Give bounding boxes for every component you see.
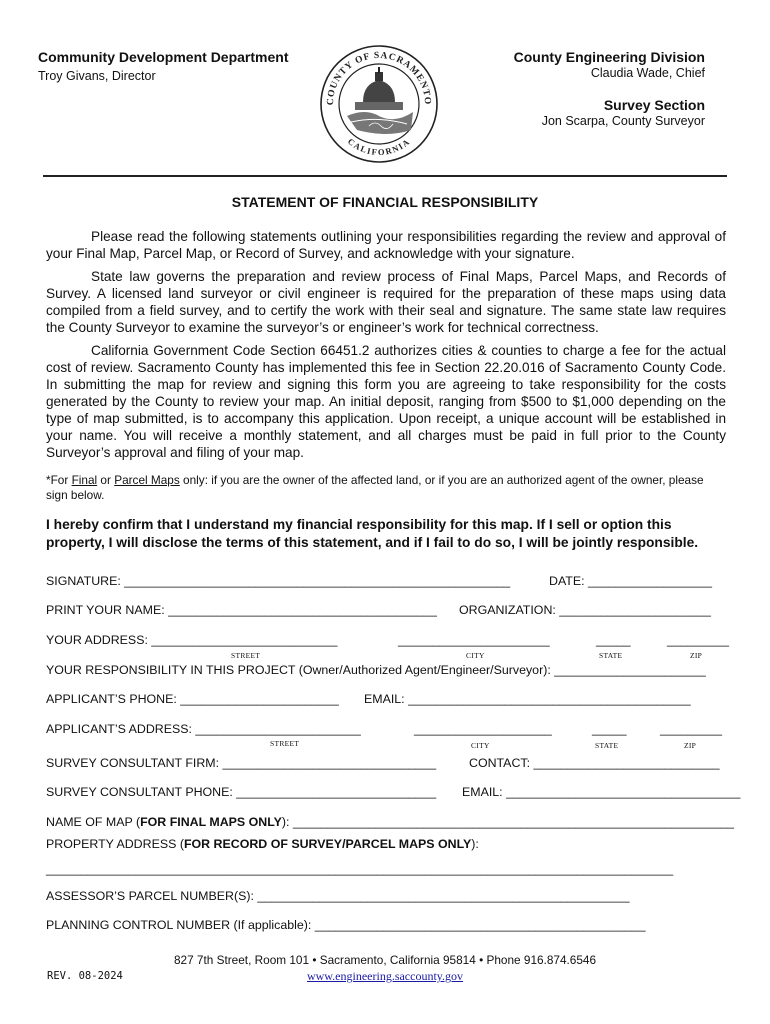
header-divider xyxy=(43,175,727,177)
contact-field[interactable]: CONTACT: ___________________________ xyxy=(469,756,720,770)
division-name: County Engineering Division xyxy=(513,49,705,65)
consultant-email-field[interactable]: EMAIL: __________________________________ xyxy=(462,785,741,799)
print-name-field[interactable]: PRINT YOUR NAME: _______________________________________ xyxy=(46,603,437,617)
your-address-street-field[interactable]: YOUR ADDRESS: ___________________________ xyxy=(46,633,338,647)
county-surveyor: Jon Scarpa, County Surveyor xyxy=(541,114,705,128)
state-law-paragraph: State law governs the preparation and review process of Final Maps, Parcel Maps, and Records of Survey. A licensed land surveyor or civil engineer is required for the preparation of these maps using data compiled from a field survey, and to certify the work with their seal and signature. The same state law requires the County Surveyor to examine the surveyor’s or engineer’s work for technical correctness. xyxy=(46,269,726,335)
department-name: Community Development Department xyxy=(38,49,289,65)
signature-field[interactable]: SIGNATURE: ________________________________________________________ xyxy=(46,574,511,588)
svg-text:CALIFORNIA: CALIFORNIA xyxy=(345,136,413,158)
footer-address: 827 7th Street, Room 101 • Sacramento, California 95814 • Phone 916.874.6546 xyxy=(173,953,597,967)
city-caption: CITY xyxy=(471,741,490,750)
confirmation-statement: I hereby confirm that I understand my financial responsibility for this map. If I sell or option this property, I will disclose the terms of this statement, and if I fail to do so, I will be jointly responsible. xyxy=(46,517,699,550)
intro-paragraph: Please read the following statements outlining your responsibilities regarding the review and approval of your Final Map, Parcel Map, or Record of Survey, and acknowledge with your signature. xyxy=(46,229,726,261)
section-name: Survey Section xyxy=(603,97,705,113)
city-caption: CITY xyxy=(466,651,485,660)
svg-text:COUNTY OF SACRAMENTO: COUNTY OF SACRAMENTO xyxy=(325,50,433,106)
zip-caption: ZIP xyxy=(690,651,703,660)
consultant-firm-field[interactable]: SURVEY CONSULTANT FIRM: _______________________________ xyxy=(46,756,437,770)
date-field[interactable]: DATE: __________________ xyxy=(549,574,713,588)
state-caption: STATE xyxy=(595,741,619,750)
consultant-phone-field[interactable]: SURVEY CONSULTANT PHONE: _____________________________ xyxy=(46,785,437,799)
footer-website-link[interactable]: www.engineering.saccounty.gov xyxy=(306,969,464,983)
zip-caption: ZIP xyxy=(684,741,697,750)
organization-field[interactable]: ORGANIZATION: ______________________ xyxy=(459,603,711,617)
signing-note: *For Final or Parcel Maps only: if you are the owner of the affected land, or if you are an authorized agent of the owner, please sign below. xyxy=(46,473,704,502)
name-of-map-field[interactable]: NAME OF MAP (FOR FINAL MAPS ONLY): ________________________________________________________________ xyxy=(46,815,734,829)
state-caption: STATE xyxy=(599,651,623,660)
revision-label: REV. 08-2024 xyxy=(47,970,123,982)
responsibility-field[interactable]: YOUR RESPONSIBILITY IN THIS PROJECT (Owner/Authorized Agent/Engineer/Surveyor): ______________________ xyxy=(46,663,706,677)
applicant-address-street-field[interactable]: APPLICANT’S ADDRESS: ________________________ xyxy=(46,722,361,736)
street-caption: STREET xyxy=(270,739,300,748)
your-address-state-field[interactable]: _____ xyxy=(596,633,631,647)
division-chief: Claudia Wade, Chief xyxy=(590,66,705,80)
department-director: Troy Givans, Director xyxy=(38,69,156,83)
your-address-city-field[interactable]: ______________________ xyxy=(398,633,550,647)
property-address-label: PROPERTY ADDRESS (FOR RECORD OF SURVEY/PARCEL MAPS ONLY): xyxy=(46,837,479,851)
applicant-address-zip-field[interactable]: _________ xyxy=(660,722,723,736)
planning-control-number-field[interactable]: PLANNING CONTROL NUMBER (If applicable): ________________________________________________ xyxy=(46,918,646,932)
government-code-paragraph: California Government Code Section 66451.2 authorizes cities & counties to charge a fee for the actual cost of review. Sacramento County has implemented this fee in Section 22.20.016 of Sacramento County Code. In submitting the map for review and signing this form you are agreeing to take responsibility for the costs generated by the County to review your map. An initial deposit, ranging from $500 to $1,000 depending on the type of map submitted, is to accompany this application. Upon receipt, a unique account will be established in your name. You will receive a monthly statement, and all charges must be paid in full prior to the County Surveyor’s approval and filing of your map. xyxy=(46,343,726,460)
document-title: STATEMENT OF FINANCIAL RESPONSIBILITY xyxy=(231,194,539,210)
county-seal-logo xyxy=(317,38,441,168)
applicant-address-city-field[interactable]: ____________________ xyxy=(414,722,552,736)
your-address-zip-field[interactable]: _________ xyxy=(667,633,730,647)
street-caption: STREET xyxy=(231,651,261,660)
applicant-phone-field[interactable]: APPLICANT’S PHONE: _______________________ xyxy=(46,692,339,706)
parcel-number-field[interactable]: ASSESSOR’S PARCEL NUMBER(S): ______________________________________________________ xyxy=(46,889,630,903)
applicant-address-state-field[interactable]: _____ xyxy=(592,722,627,736)
applicant-email-field[interactable]: EMAIL: _________________________________________ xyxy=(364,692,691,706)
property-address-field[interactable]: ___________________________________________________________________________________________ xyxy=(46,862,674,876)
